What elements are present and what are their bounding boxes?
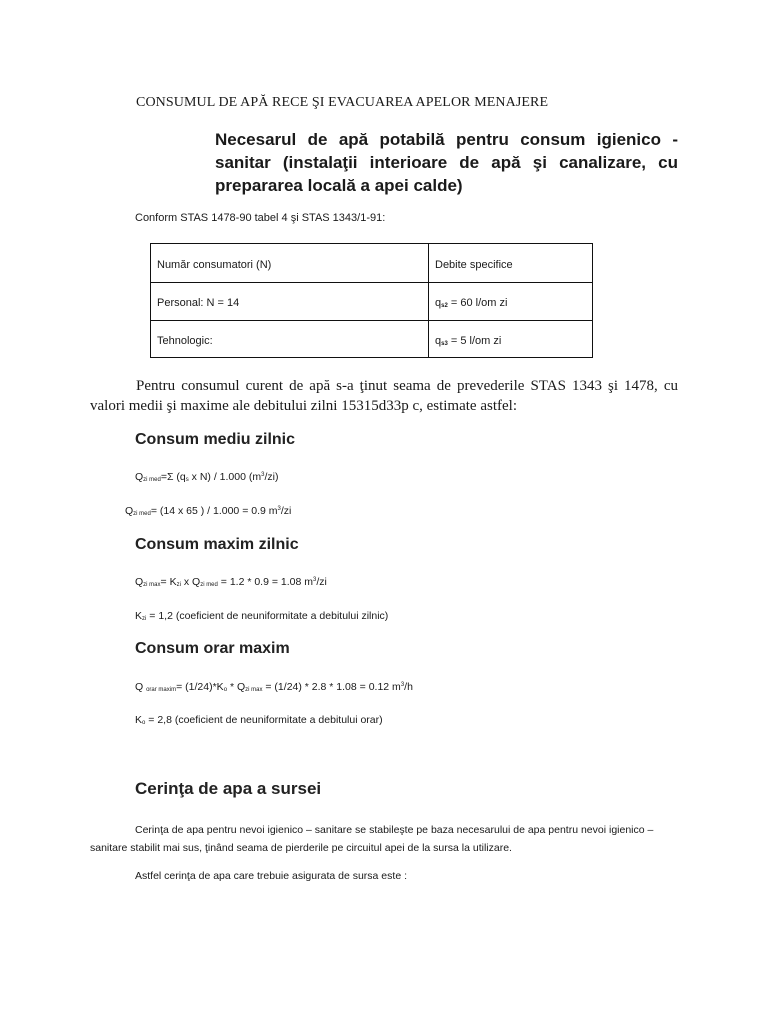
table-row-divider — [151, 282, 592, 283]
formula-q-zi-max: $Q_{zi max}= K_{zi}$ x $Q_{zi med} = 1.2 * 0.9 = 1.08$ $m^3/zi$ — [135, 576, 327, 588]
table-header-consumers: Număr consumatori (N) — [157, 259, 272, 271]
table-cell-tehnologic-flow: $q_{s3} = 5$ l/om zi — [435, 335, 502, 347]
formula-k-o: $K_o = 2,8$ (coeficient de neuniformitate a debitului orar) — [135, 714, 383, 726]
table-row-divider — [151, 320, 592, 321]
formula-q-zi-med-value: $Q_{zi med}= (14$ x 65 ) / 1.000 = 0.9 $m^3/zi$ — [125, 505, 292, 517]
formula-q-zi-med: $Q_{zi med}=\Sigma$ ($q_s$ x N) / 1.000 $(m^3/zi)$ — [135, 471, 279, 483]
heading-cerinta-sursa: Cerinţa de apa a sursei — [135, 779, 322, 798]
document-title: CONSUMUL DE APĂ RECE ŞI EVACUAREA APELOR MENAJERE — [136, 95, 549, 110]
formula-q-orar-max: Q $_{orar maxim}= (1/24)*K_o * Q_{zi max} = (1/24) * 2.8 * 1.08 = 0.12$ $m^3/h$ — [135, 681, 413, 693]
cerinta-paragraph: Cerinţa de apa pentru nevoi igienico – sanitare se stabileşte pe baza necesarului de apa pentru nevoi igienico – sanitare stabilit mai sus, ţinând seama de pierderile pe circuitul apei de la sursa la utilizare. — [90, 824, 654, 854]
cerinta-intro-line: Astfel cerinţa de apa care trebuie asigurata de sursa este : — [135, 870, 407, 882]
table-cell-personal: Personal: N = 14 — [157, 297, 240, 309]
table-cell-personal-flow: $q_{s2} = 60$ l/om zi — [435, 297, 508, 309]
stas-reference: Conform STAS 1478-90 tabel 4 şi STAS 1343/1-91: — [135, 212, 386, 224]
table-column-divider — [428, 244, 429, 357]
heading-consum-maxim: Consum maxim zilnic — [135, 536, 299, 553]
table-cell-tehnologic: Tehnologic: — [157, 335, 213, 347]
table-header-specific-flow: Debite specifice — [435, 259, 513, 271]
heading-consum-orar: Consum orar maxim — [135, 640, 290, 657]
formula-k-zi: $K_{zi} = 1,2$ (coeficient de neuniformitate a debitului zilnic) — [135, 610, 389, 622]
consumers-table — [150, 243, 593, 358]
heading-consum-mediu: Consum mediu zilnic — [135, 431, 296, 448]
intro-paragraph: Pentru consumul curent de apă s-a ţinut seama de prevederile STAS 1343 şi 1478, cu valori medii şi maxime ale debitului zilni 15315d33p c, estimate astfel: — [90, 378, 678, 414]
document-subtitle: Necesarul de apă potabilă pentru consum igienico - sanitar (instalaţii interioare de apă şi canalizare, cu prepararea locală a apei calde) — [215, 130, 678, 195]
